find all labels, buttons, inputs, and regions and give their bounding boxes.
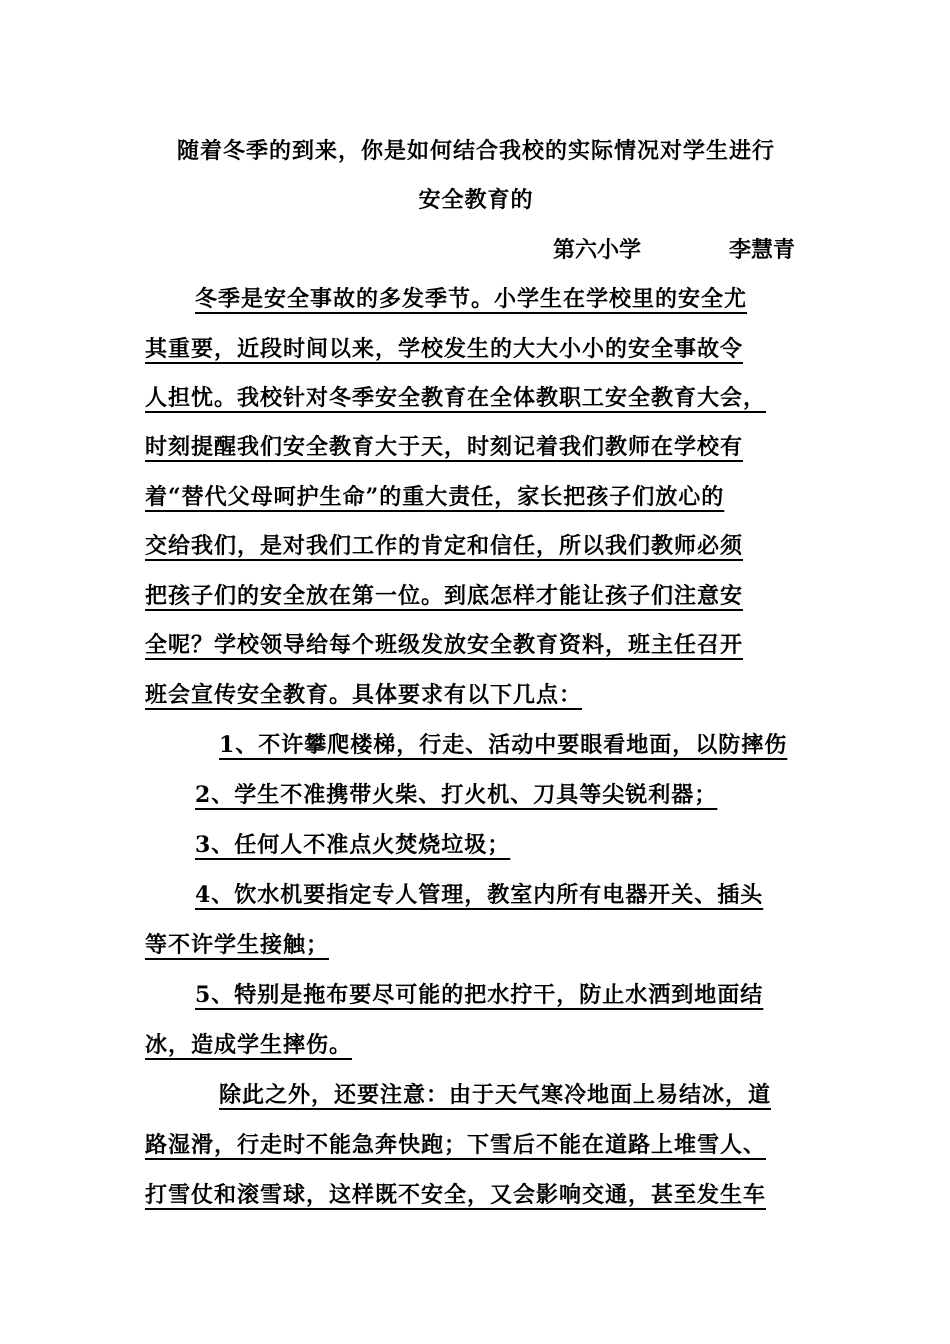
- body-line-1: 冬季是安全事故的多发季节。小学生在学校里的安全尤: [195, 286, 748, 312]
- body-line-5: 着“替代父母呵护生命”的重大责任，家长把孩子们放心的: [145, 484, 725, 510]
- author-name: 李慧青: [729, 237, 796, 263]
- body-line-11: 路湿滑，行走时不能急奔快跑；下雪后不能在道路上堆雪人、: [145, 1132, 767, 1158]
- body-line-3: 人担忧。我校针对冬季安全教育在全体教职工安全教育大会，: [145, 385, 767, 411]
- title-line-2: 安全教育的: [418, 187, 534, 213]
- body-line-10: 除此之外，还要注意：由于天气寒冷地面上易结冰，道: [219, 1082, 772, 1108]
- title-line-1: 随着冬季的到来，你是如何结合我校的实际情况对学生进行: [176, 138, 775, 164]
- list-item-2: 2、学生不准携带火柴、打火机、刀具等尖锐利器；: [195, 782, 718, 808]
- body-line-9: 班会宣传安全教育。具体要求有以下几点：: [145, 682, 583, 708]
- list-item-3: 3、任何人不准点火焚烧垃圾；: [195, 832, 511, 858]
- body-line-2: 其重要，近段时间以来，学校发生的大大小小的安全事故令: [145, 336, 744, 362]
- list-item-5: 5、特别是拖布要尽可能的把水拧干，防止水洒到地面结: [195, 982, 764, 1008]
- list-item-1: 1、不许攀爬楼梯，行走、活动中要眼看地面，以防摔伤: [219, 732, 788, 758]
- body-line-7: 把孩子们的安全放在第一位。到底怎样才能让孩子们注意安: [145, 583, 744, 609]
- author-line: [553, 235, 813, 265]
- body-line-12: 打雪仗和滚雪球，这样既不安全，又会影响交通，甚至发生车: [145, 1182, 767, 1208]
- list-item-4-cont: 等不许学生接触；: [145, 932, 330, 958]
- body-line-8: 全呢？学校领导给每个班级发放安全教育资料，班主任召开: [145, 632, 744, 658]
- list-item-4: 4、饮水机要指定专人管理，教室内所有电器开关、插头: [195, 882, 764, 908]
- body-line-6: 交给我们，是对我们工作的肯定和信任，所以我们教师必须: [145, 533, 744, 559]
- list-item-5-cont: 冰，造成学生摔伤。: [145, 1032, 353, 1058]
- body-line-4: 时刻提醒我们安全教育大于天，时刻记着我们教师在学校有: [145, 434, 744, 460]
- author-school: 第六小学: [553, 237, 642, 263]
